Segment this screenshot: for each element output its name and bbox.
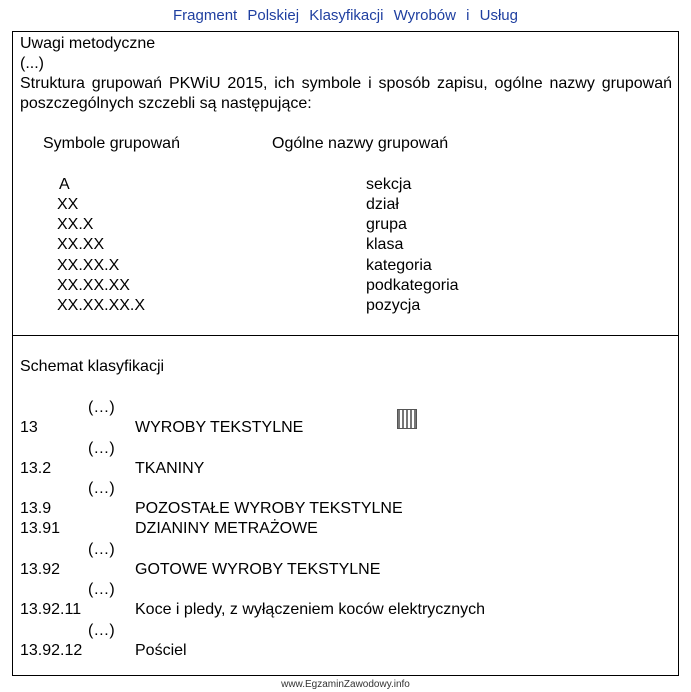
notes-heading: Uwagi metodyczne	[20, 35, 156, 52]
notes-paragraph: Struktura grupowań PKWiU 2015, ich symbole i sposób zapisu, ogólne nazwy grupowań poszczególnych szczebli są następujące:	[20, 75, 672, 112]
ellipsis-row: (…)	[88, 622, 115, 639]
ellipsis-row: (…)	[88, 541, 115, 558]
symbol-cell: XX.XX.XX	[57, 277, 130, 294]
code-cell: 13.9	[20, 500, 52, 517]
symbol-cell: XX.XX.X	[57, 257, 120, 274]
section-divider	[13, 335, 678, 336]
entry-name: Pościel	[135, 642, 187, 659]
notes-ellipsis: (...)	[20, 55, 44, 72]
code-cell: 13.92.12	[20, 642, 83, 659]
name-cell: sekcja	[366, 176, 412, 193]
column-header-names: Ogólne nazwy grupowań	[272, 135, 449, 152]
code-cell: 13	[20, 419, 38, 436]
code-cell: 13.92	[20, 561, 61, 578]
code-cell: 13.2	[20, 460, 52, 477]
entry-name: WYROBY TEKSTYLNE	[135, 419, 304, 436]
ellipsis-row: (…)	[88, 399, 115, 416]
entry-name: TKANINY	[135, 460, 205, 477]
symbol-cell: XX	[57, 196, 79, 213]
name-cell: klasa	[366, 236, 404, 253]
name-cell: pozycja	[366, 297, 421, 314]
code-cell: 13.91	[20, 520, 61, 537]
document-title: Fragment Polskiej Klasyfikacji Wyrobów i Usług	[173, 7, 518, 24]
name-cell: grupa	[366, 216, 407, 233]
entry-name: POZOSTAŁE WYROBY TEKSTYLNE	[135, 500, 403, 517]
name-cell: podkategoria	[366, 277, 459, 294]
ellipsis-row: (…)	[88, 440, 115, 457]
ellipsis-row: (…)	[88, 480, 115, 497]
symbol-cell: A	[59, 176, 70, 193]
entry-name: DZIANINY METRAŻOWE	[135, 520, 318, 537]
name-cell: kategoria	[366, 257, 432, 274]
symbol-cell: XX.XX.XX.X	[57, 297, 146, 314]
classification-box	[12, 31, 679, 676]
schema-heading: Schemat klasyfikacji	[20, 358, 165, 375]
symbol-cell: XX.XX	[57, 236, 105, 253]
footer-url: www.EgzaminZawodowy.info	[281, 679, 410, 690]
column-header-symbols: Symbole grupowań	[43, 135, 180, 152]
name-cell: dział	[366, 196, 399, 213]
code-cell: 13.92.11	[20, 601, 82, 618]
entry-name: GOTOWE WYROBY TEKSTYLNE	[135, 561, 381, 578]
ellipsis-row: (…)	[88, 581, 115, 598]
qr-code-icon	[397, 409, 417, 429]
symbol-cell: XX.X	[57, 216, 94, 233]
entry-name: Koce i pledy, z wyłączeniem koców elektrycznych	[135, 601, 486, 618]
